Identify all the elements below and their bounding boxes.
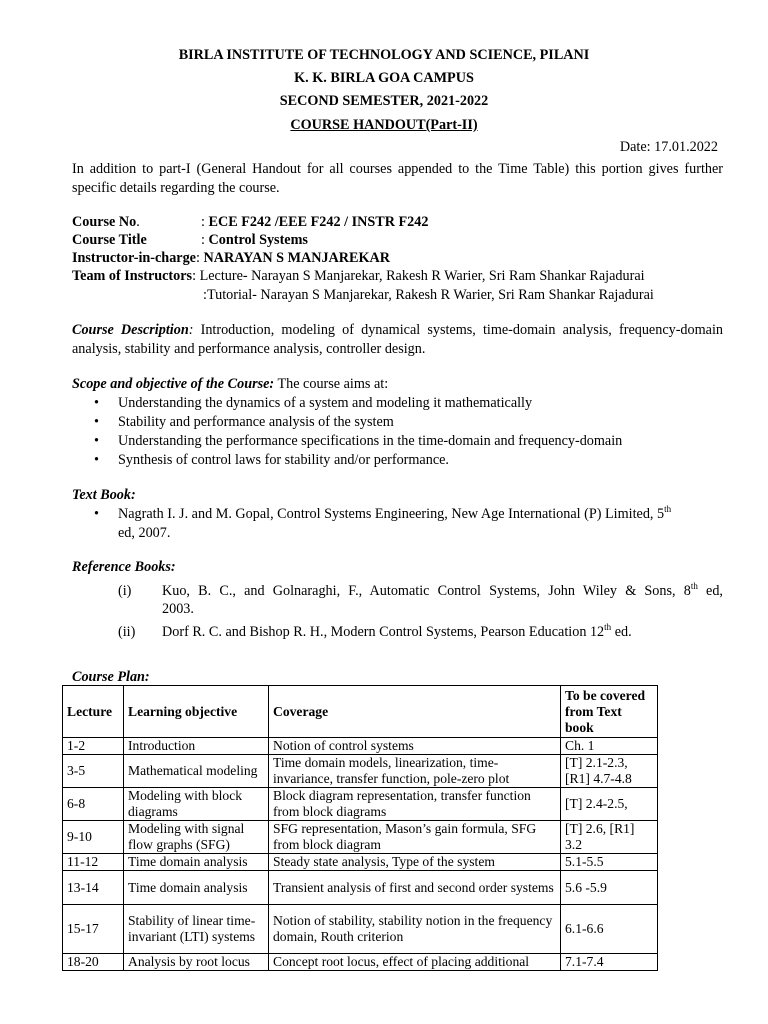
scope-item: Understanding the performance specifications in the time-domain and frequency-domain (118, 433, 623, 449)
course-title-text: Control Systems (208, 232, 308, 248)
reference-tail: 2003. (162, 601, 194, 617)
scope-item: Stability and performance analysis of the system (118, 414, 394, 430)
reference-sup: th (690, 581, 698, 591)
reference-after: ed, (697, 583, 723, 599)
table-cell: Time domain models, linearization, time-invariance, transfer function, pole-zero plot (269, 755, 561, 788)
table-row (63, 954, 658, 971)
table-cell: 6-8 (63, 788, 124, 821)
table-row (63, 821, 658, 854)
column-header: Lecture (63, 686, 124, 738)
description-label: Course Description (72, 322, 189, 338)
table-cell: Ch. 1 (561, 738, 658, 755)
instructor-line (72, 249, 390, 268)
reference-heading: Reference Books: (72, 559, 176, 575)
instructor-name: NARAYAN S MANJAREKAR (203, 250, 391, 266)
team-lecture: Lecture- Narayan S Manjarekar, Rakesh R Warier, Sri Ram Shankar Rajadurai (199, 268, 645, 284)
table-cell: 7.1-7.4 (561, 954, 658, 971)
course-no-sep: . (136, 214, 140, 230)
course-title-colon: : (201, 232, 205, 248)
handout-title (0, 116, 768, 135)
date: Date: 17.01.2022 (619, 139, 718, 155)
reference-sup: th (604, 622, 612, 632)
table-cell: 5.1-5.5 (561, 854, 658, 871)
table-cell: SFG representation, Mason’s gain formula, SFG from block diagram (269, 821, 561, 854)
reference-number: (i) (118, 583, 132, 599)
table-cell: Analysis by root locus (124, 954, 269, 971)
instructor-label: Instructor-in-charge (72, 250, 196, 266)
table-row (63, 871, 658, 905)
team-tutorial: :Tutorial- Narayan S Manjarekar, Rakesh R Warier, Sri Ram Shankar Rajadurai (203, 287, 654, 303)
course-no-text: ECE F242 /EEE F242 / INSTR F242 (208, 214, 429, 230)
course-title-label: Course Title (72, 232, 147, 248)
table-cell: 9-10 (63, 821, 124, 854)
table-cell: 1-2 (63, 738, 124, 755)
instructor-colon: : (195, 250, 200, 266)
table-cell: 13-14 (63, 871, 124, 905)
table-cell: Modeling with block diagrams (124, 788, 269, 821)
bullet-icon: • (94, 452, 99, 468)
table-cell: Notion of control systems (269, 738, 561, 755)
reference-text: Kuo, B. C., and Golnaraghi, F., Automatic Control Systems, John Wiley & Sons, 8 (162, 583, 691, 599)
scope-heading (72, 375, 388, 394)
table-cell: Mathematical modeling (124, 755, 269, 788)
table-cell: Stability of linear time-invariant (LTI) systems (124, 905, 269, 954)
team-colon: : (192, 268, 197, 284)
table-cell: Transient analysis of first and second order systems (269, 871, 561, 905)
table-cell: 5.6 -5.9 (561, 871, 658, 905)
course-plan-heading: Course Plan: (72, 669, 150, 685)
course-no-value (201, 213, 428, 232)
table-cell: [T] 2.1-2.3, [R1] 4.7-4.8 (561, 755, 658, 788)
scope-item: Synthesis of control laws for stability and/or performance. (118, 452, 449, 468)
table-cell: [T] 2.4-2.5, (561, 788, 658, 821)
column-header: Learning objective (124, 686, 269, 738)
table-cell: Time domain analysis (124, 854, 269, 871)
table-row (63, 854, 658, 871)
textbook-heading: Text Book: (72, 487, 136, 503)
reference-text: Dorf R. C. and Bishop R. H., Modern Control Systems, Pearson Education 12 (162, 624, 605, 640)
table-cell: 18-20 (63, 954, 124, 971)
bullet-icon: • (94, 395, 99, 411)
reference-item (162, 623, 632, 642)
scope-lead: The course aims at: (277, 376, 389, 392)
description-colon: : (188, 322, 194, 338)
institute-name: BIRLA INSTITUTE OF TECHNOLOGY AND SCIENCE, PILANI (178, 47, 590, 63)
table-cell: Time domain analysis (124, 871, 269, 905)
table-row (63, 755, 658, 788)
description-text: Introduction, modeling of dynamical systems, time-domain analysis, frequency-domain analysis, stability and performance analysis, controller design. (72, 322, 723, 357)
bullet-icon: • (94, 433, 99, 449)
scope-item: Understanding the dynamics of a system and modeling it mathematically (118, 395, 533, 411)
scope-label: Scope and objective of the Course: (72, 376, 275, 392)
column-header: Coverage (269, 686, 561, 738)
bullet-icon: • (94, 506, 99, 522)
course-no-label-text: Course No (72, 214, 137, 230)
reference-item (162, 582, 723, 601)
table-cell: 11-12 (63, 854, 124, 871)
table-cell: 3-5 (63, 755, 124, 788)
table-cell: Notion of stability, stability notion in the frequency domain, Routh criterion (269, 905, 561, 954)
campus-name: K. K. BIRLA GOA CAMPUS (294, 70, 474, 86)
table-row (63, 905, 658, 954)
table-cell: Introduction (124, 738, 269, 755)
handout-title-text: COURSE HANDOUT(Part-II) (290, 117, 478, 133)
team-line (72, 267, 645, 286)
table-cell: Concept root locus, effect of placing additional (269, 954, 561, 971)
reference-after: ed. (611, 624, 632, 640)
table-cell: [T] 2.6, [R1] 3.2 (561, 821, 658, 854)
course-description (72, 321, 723, 359)
table-header-row (63, 686, 658, 738)
reference-number: (ii) (118, 624, 136, 640)
course-title-value (201, 231, 308, 250)
table-cell: 6.1-6.6 (561, 905, 658, 954)
textbook-tail: ed, 2007. (118, 525, 171, 541)
course-plan-table (62, 685, 658, 971)
textbook-text: Nagrath I. J. and M. Gopal, Control Systems Engineering, New Age International (P) Limited, 5 (118, 506, 665, 522)
column-header: To be covered from Text book (561, 686, 658, 738)
bullet-icon: • (94, 414, 99, 430)
team-label: Team of Instructors (72, 268, 193, 284)
table-cell: Block diagram representation, transfer function from block diagrams (269, 788, 561, 821)
table-row (63, 788, 658, 821)
course-no-label (72, 213, 140, 232)
intro-paragraph: In addition to part-I (General Handout for all courses appended to the Time Table) this portion gives further specific details regarding the course. (72, 161, 723, 196)
table-cell: Steady state analysis, Type of the system (269, 854, 561, 871)
textbook-item (118, 505, 723, 524)
table-row (63, 738, 658, 755)
semester: SECOND SEMESTER, 2021-2022 (279, 93, 489, 109)
course-no-colon: : (201, 214, 205, 230)
table-cell: Modeling with signal flow graphs (SFG) (124, 821, 269, 854)
textbook-sup: th (664, 504, 672, 514)
table-cell: 15-17 (63, 905, 124, 954)
